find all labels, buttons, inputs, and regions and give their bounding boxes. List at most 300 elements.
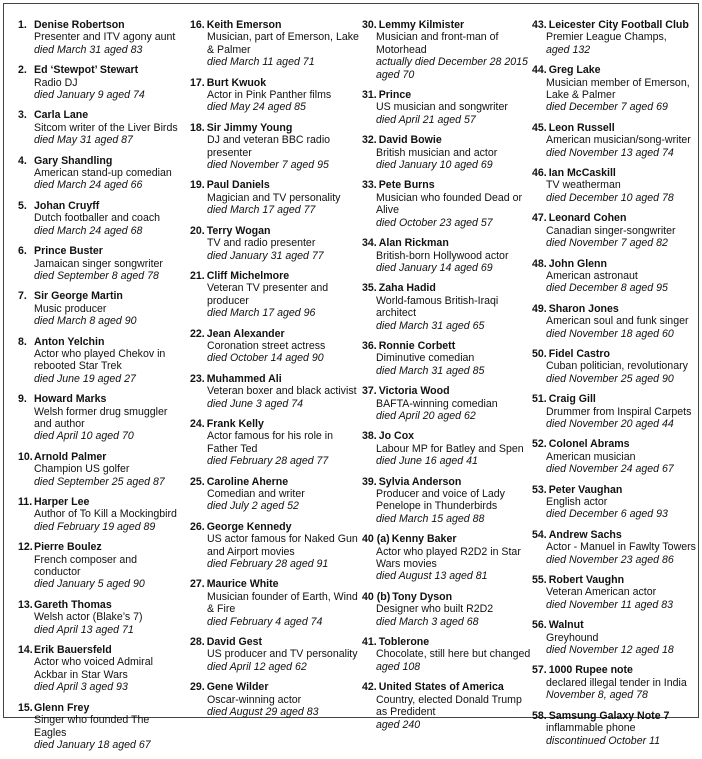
entry-number: 4.	[18, 154, 27, 167]
entry-heading	[18, 64, 180, 77]
entry-description: Presenter and ITV agony aunt	[34, 31, 176, 44]
list-item	[18, 155, 180, 192]
entry-number: 40 (a)	[362, 533, 390, 546]
list-item	[532, 348, 697, 385]
entry-heading	[362, 282, 532, 294]
entry-death-date: died January 10 aged 69	[376, 159, 493, 172]
list-item	[362, 533, 532, 583]
entry-heading	[532, 393, 697, 405]
entry-number: 36.	[362, 339, 377, 352]
entry-death-date: died March 8 aged 90	[34, 315, 137, 328]
entry-description: Musician founder of Earth, Wind & Fire	[207, 590, 358, 616]
entry-heading	[190, 521, 360, 533]
entry-heading	[18, 541, 180, 554]
list-item	[18, 541, 180, 591]
list-item	[190, 681, 360, 718]
entry-heading	[190, 373, 360, 385]
entry-number: 46.	[532, 167, 547, 180]
entry-description: Veteran TV presenter and producer	[207, 282, 329, 307]
entry-name: Andrew Sachs	[548, 528, 622, 541]
entry-name: Peter Vaughan	[548, 483, 623, 496]
entry-description: inflammable phone	[546, 722, 636, 735]
entry-death-date: died January 31 aged 77	[207, 249, 324, 262]
entry-name: Toblerone	[378, 636, 430, 649]
entry-name: Leicester City Football Club	[548, 19, 689, 31]
entry-number: 44.	[532, 64, 547, 77]
list-item	[190, 373, 360, 410]
list-item	[532, 710, 697, 747]
entry-number: 57.	[532, 664, 547, 677]
list-item	[18, 451, 180, 488]
entry-death-date: died November 7 aged 95	[207, 159, 329, 172]
entry-description: Comedian and writer	[207, 488, 305, 500]
entry-description: Actor famous for his role in Father Ted	[207, 430, 333, 455]
list-item	[532, 167, 697, 204]
entry-name: Samsung Galaxy Note 7	[548, 709, 670, 722]
entry-death-date: aged 108	[376, 660, 421, 673]
entry-heading	[190, 225, 360, 237]
entry-number: 39.	[362, 475, 377, 488]
entry-name: Leonard Cohen	[548, 212, 627, 225]
entry-heading	[190, 77, 360, 89]
entry-heading	[532, 212, 697, 224]
entry-heading	[18, 335, 180, 348]
entry-description: British musician and actor	[376, 146, 498, 159]
list-item	[190, 77, 360, 114]
entry-number: 30.	[362, 19, 377, 31]
list-item	[18, 109, 180, 146]
list-item	[190, 19, 360, 69]
entry-description: Actor who played R2D2 in Star Wars movies	[376, 545, 521, 571]
list-item	[190, 636, 360, 673]
list-item	[362, 134, 532, 171]
entry-number: 33.	[362, 179, 377, 192]
entry-name: Frank Kelly	[206, 417, 264, 430]
entry-death-date: died April 21 aged 57	[376, 113, 476, 126]
entry-death-date: died March 3 aged 68	[376, 615, 479, 628]
entry-heading	[362, 591, 532, 603]
entry-heading	[532, 122, 697, 134]
entry-name: Prince	[378, 89, 412, 102]
entry-name: Prince Buster	[34, 245, 103, 258]
entry-description: Drummer from Inspiral Carpets	[546, 405, 692, 418]
entry-number: 38.	[362, 430, 377, 443]
entry-description: British-born Hollywood actor	[376, 249, 509, 262]
entry-death-date: died November 25 aged 90	[546, 372, 674, 385]
entry-number: 40 (b)	[362, 590, 391, 603]
entry-description: English actor	[546, 496, 608, 508]
entry-description: Actor who played Chekov in rebooted Star Trek	[34, 347, 166, 373]
entry-name: 1000 Rupee note	[548, 664, 633, 677]
entry-number: 11.	[18, 496, 33, 508]
list-item	[190, 225, 360, 262]
entry-number: 6.	[18, 245, 27, 258]
entry-death-date: died April 13 aged 71	[34, 623, 134, 636]
entry-number: 56.	[532, 619, 547, 632]
entry-description: TV weatherman	[546, 179, 621, 192]
entry-heading	[18, 701, 180, 714]
entry-description: Coronation street actress	[207, 339, 326, 352]
entry-death-date: actually died December 28 2015 aged 70	[376, 56, 528, 81]
entry-heading	[532, 167, 697, 179]
entry-name: Ed ‘Stewpot’ Stewart	[34, 64, 139, 77]
entry-number: 10.	[18, 450, 33, 463]
entry-number: 41.	[362, 636, 377, 649]
entry-death-date: died April 3 aged 93	[34, 681, 128, 694]
entry-description: Jamaican singer songwriter	[34, 257, 163, 270]
entry-death-date: died November 18 aged 60	[546, 327, 674, 340]
entry-heading	[18, 109, 180, 122]
entry-number: 58.	[532, 709, 547, 722]
entry-description: Diminutive comedian	[376, 352, 475, 365]
entry-heading	[362, 385, 532, 397]
entry-heading	[18, 598, 180, 611]
list-item	[18, 290, 180, 327]
list-item	[18, 19, 180, 56]
entry-number: 21.	[190, 269, 205, 282]
entry-description: American soul and funk singer	[546, 315, 689, 328]
entry-heading	[190, 19, 360, 31]
column-4	[532, 19, 697, 755]
entry-heading	[362, 19, 532, 31]
entry-number: 25.	[190, 475, 205, 488]
entry-heading	[18, 450, 180, 463]
entry-heading	[190, 328, 360, 340]
list-item	[532, 393, 697, 430]
entry-death-date: died November 20 aged 44	[546, 417, 674, 430]
entry-death-date: died June 3 aged 74	[207, 397, 304, 410]
entry-number: 28.	[190, 636, 205, 649]
entry-name: Ian McCaskill	[548, 167, 616, 180]
list-item	[190, 328, 360, 365]
entry-heading	[362, 681, 532, 693]
entry-death-date: died January 18 aged 67	[34, 738, 151, 751]
entry-number: 50.	[532, 347, 547, 360]
entry-number: 47.	[532, 212, 547, 225]
list-item	[532, 529, 697, 566]
entry-heading	[18, 19, 180, 31]
entry-heading	[362, 237, 532, 249]
entry-heading	[532, 619, 697, 631]
entry-death-date: died March 24 aged 68	[34, 224, 143, 237]
list-item	[362, 591, 532, 628]
entry-heading	[532, 574, 697, 586]
entry-heading	[18, 290, 180, 303]
entry-heading	[362, 134, 532, 146]
list-item	[532, 122, 697, 159]
entry-death-date: died December 10 aged 78	[546, 191, 674, 204]
entry-name: David Bowie	[378, 134, 442, 147]
entry-number: 12.	[18, 541, 33, 554]
entry-number: 22.	[190, 327, 205, 340]
entry-death-date: died January 9 aged 74	[34, 89, 145, 102]
entry-name: Jean Alexander	[206, 327, 285, 340]
obituary-list	[3, 3, 699, 751]
entry-number: 8.	[18, 335, 27, 348]
entry-death-date: died February 28 aged 77	[207, 455, 329, 468]
entry-death-date: died November 12 aged 18	[546, 644, 674, 657]
entry-death-date: died April 12 aged 62	[207, 660, 307, 673]
entry-heading	[362, 89, 532, 101]
list-item	[18, 702, 180, 752]
entry-description: Magician and TV personality	[207, 191, 341, 204]
entry-death-date: died December 8 aged 95	[546, 282, 668, 295]
entry-heading	[362, 430, 532, 442]
entry-heading	[532, 529, 697, 541]
entry-death-date: died March 31 aged 85	[376, 364, 485, 377]
entry-name: Sir George Martin	[34, 290, 123, 303]
entry-name: Caroline Aherne	[206, 475, 289, 488]
entry-name: Harper Lee	[34, 496, 90, 508]
entry-description: Musician who founded Dead or Alive	[376, 191, 523, 217]
entry-death-date: died January 5 aged 90	[34, 578, 145, 591]
entry-death-date: died March 31 aged 83	[34, 43, 143, 56]
entry-number: 3.	[18, 109, 27, 122]
entry-number: 9.	[18, 393, 27, 406]
entry-name: United States of America	[378, 681, 504, 694]
entry-description: Dutch footballer and coach	[34, 212, 161, 225]
list-item	[362, 385, 532, 422]
entry-death-date: died August 13 aged 81	[376, 570, 488, 583]
list-item	[362, 340, 532, 377]
entry-description: Sitcom writer of the Liver Birds	[34, 121, 178, 134]
entry-description: US actor famous for Naked Gun and Airport movies	[207, 533, 358, 558]
column-2	[190, 19, 360, 727]
entry-number: 24.	[190, 417, 205, 430]
entry-number: 17.	[190, 76, 205, 89]
list-item	[532, 303, 697, 340]
entry-name: Gary Shandling	[34, 154, 113, 167]
entry-name: Sylvia Anderson	[378, 475, 462, 488]
entry-description: Chocolate, still here but changed	[376, 648, 531, 661]
entry-description: Veteran American actor	[546, 586, 657, 599]
entry-death-date: died February 28 aged 91	[207, 558, 329, 571]
entry-name: Carla Lane	[34, 109, 89, 122]
entry-number: 32.	[362, 134, 377, 147]
entry-number: 45.	[532, 121, 547, 134]
entry-description: Veteran boxer and black activist	[207, 385, 357, 398]
entry-number: 31.	[362, 89, 377, 102]
entry-description: Author of To Kill a Mockingbird	[34, 508, 177, 521]
entry-description: Oscar-winning actor	[207, 693, 302, 706]
list-item	[532, 258, 697, 295]
entry-death-date: died December 7 aged 69	[546, 101, 668, 114]
entry-name: Robert Vaughn	[548, 574, 625, 587]
list-item	[532, 619, 697, 656]
list-item	[362, 430, 532, 467]
list-item	[18, 496, 180, 533]
entry-description: American stand-up comedian	[34, 167, 172, 180]
entry-number: 16.	[190, 19, 205, 31]
entry-heading	[532, 303, 697, 315]
entry-death-date: died May 31 aged 87	[34, 134, 133, 147]
entry-name: Victoria Wood	[378, 385, 450, 398]
entry-heading	[18, 393, 180, 406]
entry-heading	[362, 476, 532, 488]
list-item	[190, 418, 360, 468]
entry-description: TV and radio presenter	[207, 237, 316, 250]
entry-heading	[190, 270, 360, 282]
entry-description: Greyhound	[546, 631, 599, 644]
entry-heading	[190, 122, 360, 134]
entry-death-date: November 8, aged 78	[546, 689, 648, 702]
entry-number: 13.	[18, 598, 33, 611]
entry-description: Producer and voice of Lady Penelope in Thunderbirds	[376, 488, 505, 513]
entry-number: 55.	[532, 574, 547, 587]
entry-description: Welsh former drug smuggler and author	[34, 405, 168, 430]
entry-heading	[532, 19, 697, 31]
entry-description: Actor - Manuel in Fawlty Towers	[546, 541, 696, 554]
entry-description: Champion US golfer	[34, 463, 130, 476]
entry-death-date: died April 10 aged 70	[34, 430, 134, 443]
entry-heading	[532, 348, 697, 360]
entry-name: Johan Cruyff	[34, 199, 100, 212]
entry-description: declared illegal tender in India	[546, 676, 687, 689]
entry-heading	[190, 476, 360, 488]
entry-number: 35.	[362, 282, 377, 295]
entry-number: 2.	[18, 64, 27, 77]
entry-number: 1.	[18, 19, 27, 31]
entry-name: David Gest	[206, 636, 263, 649]
entry-description: Canadian singer-songwriter	[546, 224, 676, 237]
list-item	[362, 179, 532, 229]
column-3	[362, 19, 532, 739]
entry-description: Musician and front-man of Motorhead	[376, 31, 499, 56]
entry-description: Music producer	[34, 302, 107, 315]
list-item	[532, 484, 697, 521]
entry-name: Gene Wilder	[206, 681, 269, 694]
entry-number: 23.	[190, 372, 205, 385]
entry-description: World-famous British-Iraqi architect	[376, 294, 499, 320]
entry-number: 7.	[18, 290, 27, 303]
entry-name: Sharon Jones	[548, 302, 619, 315]
entry-death-date: died January 14 aged 69	[376, 261, 493, 274]
list-item	[18, 245, 180, 282]
list-item	[362, 282, 532, 332]
entry-death-date: died April 20 aged 62	[376, 409, 476, 422]
entry-name: Tony Dyson	[392, 590, 453, 603]
entry-description: Actor who voiced Admiral Ackbar in Star Wars	[34, 656, 153, 681]
entry-death-date: died September 8 aged 78	[34, 269, 159, 282]
entry-name: Greg Lake	[548, 64, 601, 77]
entry-name: Arnold Palmer	[34, 450, 107, 463]
list-item	[18, 200, 180, 237]
entry-name: Keith Emerson	[206, 19, 282, 31]
entry-number: 54.	[532, 528, 547, 541]
entry-name: Muhammed Ali	[206, 372, 282, 385]
entry-heading	[18, 199, 180, 212]
list-item	[18, 644, 180, 694]
list-item	[532, 574, 697, 611]
entry-number: 42.	[362, 681, 377, 694]
list-item	[190, 578, 360, 628]
entry-description: Premier League Champs,	[546, 31, 667, 44]
list-item	[362, 476, 532, 526]
entry-name: Paul Daniels	[206, 179, 270, 192]
entry-name: Glenn Frey	[34, 701, 90, 714]
entry-description: Radio DJ	[34, 76, 78, 89]
entry-heading	[362, 636, 532, 648]
entry-death-date: died March 17 aged 96	[207, 307, 316, 320]
entry-name: Erik Bauersfeld	[34, 644, 112, 657]
entry-name: Maurice White	[206, 578, 279, 591]
entry-heading	[190, 681, 360, 693]
entry-number: 5.	[18, 199, 27, 212]
entry-death-date: died March 24 aged 66	[34, 179, 143, 192]
list-item	[362, 636, 532, 673]
list-item	[18, 336, 180, 386]
entry-name: Zaha Hadid	[378, 282, 436, 295]
list-item	[18, 393, 180, 443]
list-item	[532, 664, 697, 701]
entry-name: Jo Cox	[378, 430, 415, 443]
entry-description: Musician, part of Emerson, Lake & Palmer	[207, 31, 359, 56]
entry-heading	[532, 484, 697, 496]
entry-name: Colonel Abrams	[548, 438, 630, 451]
entry-death-date: died November 24 aged 67	[546, 463, 674, 476]
entry-death-date: died September 25 aged 87	[34, 475, 165, 488]
list-item	[532, 438, 697, 475]
entry-heading	[190, 578, 360, 590]
entry-description: US musician and songwriter	[376, 101, 508, 114]
entry-heading	[532, 64, 697, 76]
entry-description: BAFTA-winning comedian	[376, 397, 498, 410]
entry-name: Howard Marks	[34, 393, 107, 406]
entry-number: 19.	[190, 179, 205, 192]
list-item	[362, 89, 532, 126]
entry-name: Alan Rickman	[378, 237, 449, 250]
entry-description: American musician	[546, 450, 636, 463]
entry-heading	[532, 258, 697, 270]
entry-description: Cuban politician, revolutionary	[546, 360, 688, 373]
entry-heading	[532, 438, 697, 450]
entry-death-date: died October 14 aged 90	[207, 352, 324, 365]
entry-description: American astronaut	[546, 269, 638, 282]
entry-name: Craig Gill	[548, 393, 596, 406]
entry-name: Anton Yelchin	[34, 335, 105, 348]
list-item	[532, 212, 697, 249]
entry-number: 15.	[18, 701, 33, 714]
entry-death-date: died May 24 aged 85	[207, 101, 306, 114]
list-item	[190, 521, 360, 571]
entry-number: 48.	[532, 257, 547, 270]
entry-name: Pierre Boulez	[34, 541, 102, 554]
entry-number: 49.	[532, 302, 547, 315]
entry-name: Fidel Castro	[548, 347, 610, 360]
column-1	[18, 19, 180, 759]
entry-death-date: died August 29 aged 83	[207, 706, 319, 719]
entry-death-date: died December 6 aged 93	[546, 508, 668, 521]
entry-death-date: aged 240	[376, 718, 421, 731]
entry-heading	[362, 179, 532, 191]
entry-name: John Glenn	[548, 257, 607, 270]
entry-heading	[18, 154, 180, 167]
list-item	[190, 270, 360, 320]
entry-death-date: died November 13 aged 74	[546, 146, 674, 159]
entry-number: 53.	[532, 483, 547, 496]
entry-name: Walnut	[548, 619, 584, 632]
entry-description: Designer who built R2D2	[376, 603, 494, 616]
entry-death-date: died November 7 aged 82	[546, 237, 668, 250]
entry-death-date: died June 16 aged 41	[376, 455, 478, 468]
entry-number: 34.	[362, 237, 377, 250]
entry-heading	[18, 245, 180, 258]
list-item	[18, 599, 180, 636]
entry-death-date: discontinued October 11	[546, 734, 661, 747]
entry-death-date: died November 11 aged 83	[546, 598, 674, 611]
entry-heading	[362, 340, 532, 352]
entry-death-date: aged 132	[546, 43, 591, 56]
